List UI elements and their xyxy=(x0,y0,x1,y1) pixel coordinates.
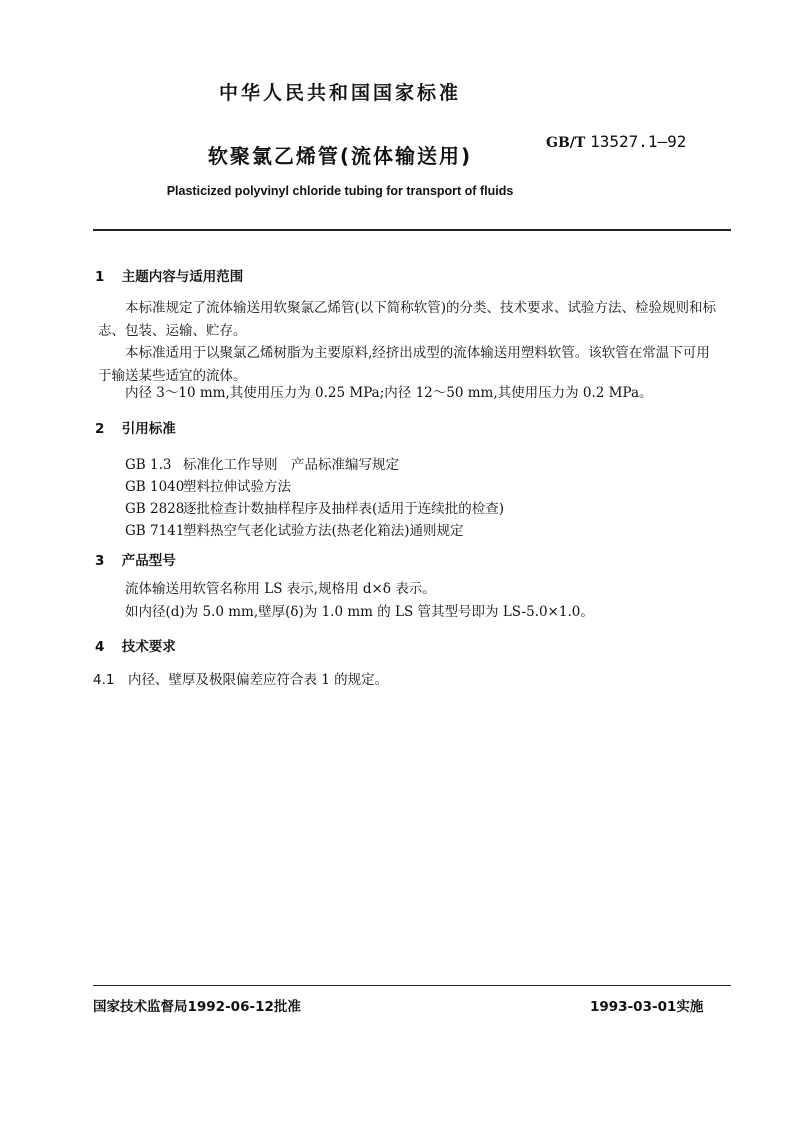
reference-title: 逐批检查计数抽样程序及抽样表(适用于连续批的检查) xyxy=(183,501,505,517)
reference-title: 标准化工作导则 产品标准编写规定 xyxy=(183,457,399,473)
section-number: 3 xyxy=(95,553,105,569)
effective-date: 1993-03-01实施 xyxy=(590,999,704,1015)
section-2-heading xyxy=(95,417,176,437)
section-1-paragraph-3: 内径 3～10 mm,其使用压力为 0.25 MPa;内径 12～50 mm,其使用压力为 0.2 MPa。 xyxy=(125,385,653,401)
section-3-paragraph-2: 如内径(d)为 5.0 mm,壁厚(δ)为 1.0 mm 的 LS 管其型号即为 LS-5.0×1.0。 xyxy=(125,604,594,620)
reference-code: GB 1.3 xyxy=(125,457,172,473)
section-3-heading xyxy=(95,549,176,569)
footer-divider xyxy=(93,985,731,986)
standard-prefix: GB/T xyxy=(546,135,586,151)
reference-item xyxy=(125,519,464,539)
section-number: 2 xyxy=(95,421,105,437)
document-title-cn: 软聚氯乙烯管(流体输送用) xyxy=(207,144,473,168)
section-title: 技术要求 xyxy=(121,639,176,655)
standard-code: 13527.1—92 xyxy=(590,132,687,151)
reference-item xyxy=(125,497,504,517)
approval-date: 国家技术监督局1992-06-12批准 xyxy=(93,999,301,1015)
section-1-heading xyxy=(95,265,243,285)
section-number: 1 xyxy=(95,269,105,285)
section-1-paragraph-1: 本标准规定了流体输送用软聚氯乙烯管(以下简称软管)的分类、技术要求、试验方法、检验规则和标志、包装、运输、贮存。 xyxy=(98,300,717,339)
section-1-paragraph-2: 本标准适用于以聚氯乙烯树脂为主要原料,经挤出成型的流体输送用塑料软管。该软管在常温下可用于输送某些适宜的流体。 xyxy=(98,345,710,384)
clause-4-1 xyxy=(93,668,388,688)
reference-code: GB 2828 xyxy=(125,501,185,517)
clause-text: 内径、壁厚及极限偏差应符合表 1 的规定。 xyxy=(128,672,389,688)
section-3-paragraph-1: 流体输送用软管名称用 LS 表示,规格用 d×δ 表示。 xyxy=(125,581,436,597)
section-number: 4 xyxy=(95,639,105,655)
reference-item xyxy=(125,475,291,495)
reference-item xyxy=(125,453,399,473)
section-4-heading xyxy=(95,635,176,655)
standard-header-org: 中华人民共和国国家标准 xyxy=(218,82,461,104)
document-title-en: Plasticized polyvinyl chloride tubing for transport of fluids xyxy=(166,184,514,198)
reference-code: GB 7141 xyxy=(125,523,185,539)
section-title: 产品型号 xyxy=(121,553,176,569)
header-divider xyxy=(93,229,731,231)
reference-code: GB 1040 xyxy=(125,479,185,495)
reference-title: 塑料拉伸试验方法 xyxy=(183,479,291,495)
reference-title: 塑料热空气老化试验方法(热老化箱法)通则规定 xyxy=(183,523,464,539)
clause-number: 4.1 xyxy=(93,672,115,688)
section-title: 引用标准 xyxy=(121,421,176,437)
section-title: 主题内容与适用范围 xyxy=(121,269,244,285)
